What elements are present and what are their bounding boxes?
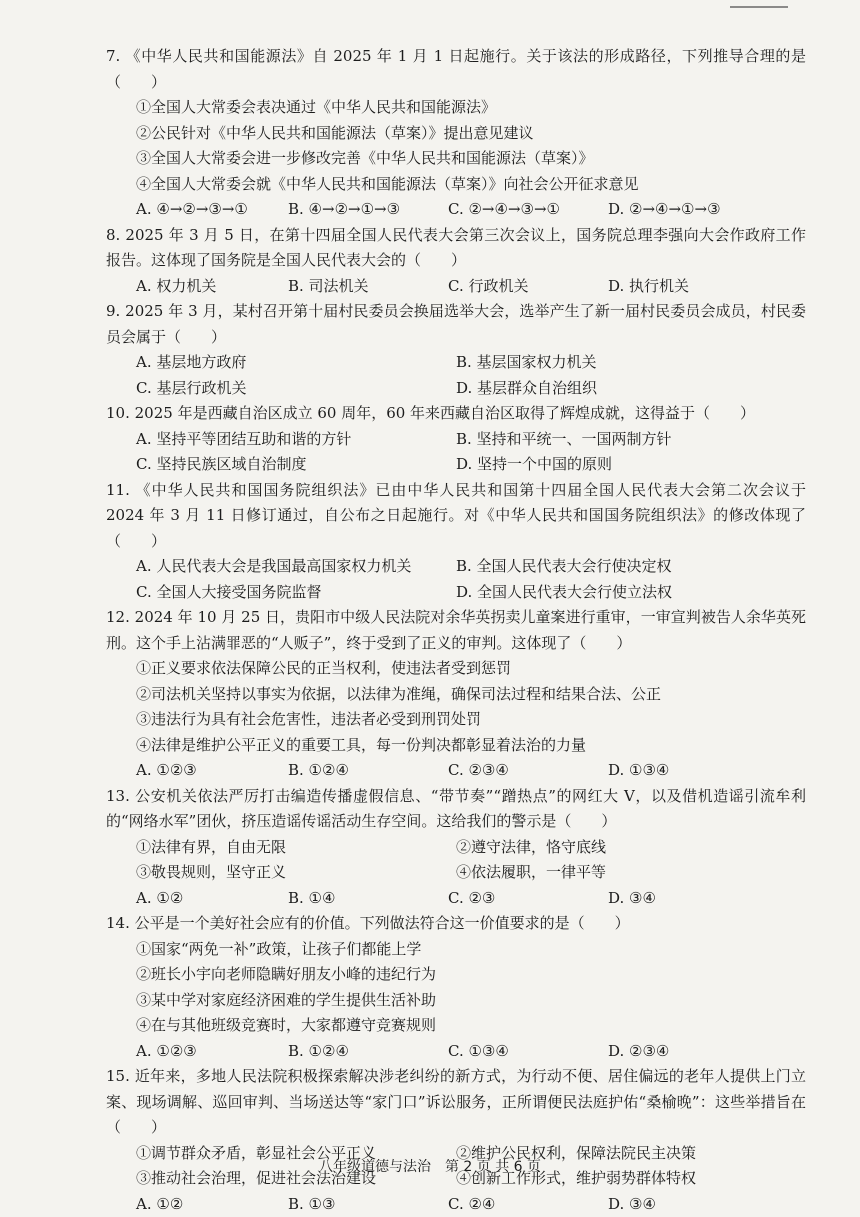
option-c: C. ②④	[448, 1194, 496, 1213]
option-c: C. ②③	[448, 888, 496, 907]
option-a: A. ①②③	[136, 761, 197, 779]
option-d: D. 执行机关	[608, 276, 690, 295]
option-a: A. ④→②→③→①	[136, 200, 248, 218]
question-9	[106, 299, 806, 401]
question-11	[106, 478, 806, 606]
option-c: C. ①③④	[448, 1041, 509, 1060]
options-row	[106, 197, 806, 223]
statement-item: ①法律有界，自由无限	[136, 837, 287, 856]
question-stem: 13. 公安机关依法严厉打击编造传播虚假信息、“带节奏”“蹭热点”的网红大 V，以及借机造谣引流牟利的“网络水军”团伙，挤压造谣传谣活动生存空间。这给我们的警示是（ ）	[106, 786, 806, 830]
options-row	[106, 886, 806, 912]
statement-item: ②遵守法律，恪守底线	[456, 837, 607, 856]
options-row	[106, 274, 806, 300]
option-c: C. ②③④	[448, 761, 509, 779]
option-d: D. ①③④	[608, 761, 670, 779]
statement-item: ②班长小宇向老师隐瞒好朋友小峰的违纪行为	[136, 965, 437, 983]
option-b: B. 司法机关	[288, 276, 369, 295]
option-d: D. ②③④	[608, 1041, 670, 1060]
option-a: A. ①②	[136, 888, 184, 907]
statement-item: ③某中学对家庭经济困难的学生提供生活补助	[136, 990, 437, 1009]
question-15	[106, 1064, 806, 1217]
options-row	[106, 758, 806, 784]
statement-item: ①全国人大常委会表决通过《中华人民共和国能源法》	[136, 98, 497, 116]
option-a: A. 基层地方政府	[136, 353, 247, 371]
statement-item: ④全国人大常委会就《中华人民共和国能源法（草案）》向社会公开征求意见	[136, 174, 639, 193]
question-stem: 12. 2024 年 10 月 25 日，贵阳市中级人民法院对余华英拐卖儿童案进行重审，一审宣判被告人余华英死刑。这个手上沾满罪恶的“人贩子”，终于受到了正义的审判。这体现了（ ）	[106, 608, 806, 652]
option-b: B. ④→②→①→③	[288, 200, 401, 218]
question-stem: 10. 2025 年是西藏自治区成立 60 周年，60 年来西藏自治区取得了辉煌成就，这得益于（ ）	[106, 404, 756, 422]
options-grid	[106, 427, 806, 478]
statement-item: ③推动社会治理，促进社会法治建设	[136, 1169, 377, 1187]
option-b: B. 基层国家权力机关	[456, 353, 597, 371]
question-list	[106, 44, 806, 1217]
question-14	[106, 911, 806, 1064]
option-b: B. ①②④	[288, 1041, 349, 1060]
question-stem: 7. 《中华人民共和国能源法》自 2025 年 1 月 1 日起施行。关于该法的形成路径，下列推导合理的是（ ）	[106, 47, 806, 91]
question-stem: 11. 《中华人民共和国国务院组织法》已由中华人民共和国第十四届全国人民代表大会第二次会议于 2024 年 3 月 11 日修订通过，自公布之日起施行。对《中华人民共和国国务院组织法》的修改体现了（ ）	[106, 480, 806, 550]
option-d: D. 基层群众自治组织	[456, 378, 598, 397]
question-stem: 14. 公平是一个美好社会应有的价值。下列做法符合这一价值要求的是（ ）	[106, 914, 630, 932]
scan-mark	[730, 6, 788, 8]
question-stem: 15. 近年来，多地人民法院积极探索解决涉老纠纷的新方式，为行动不便、居住偏远的老年人提供上门立案、现场调解、巡回审判、当场送达等“家门口”诉讼服务，正所谓便民法庭护佑“桑榆晚”：这些举措旨在（ ）	[106, 1067, 806, 1136]
options-grid	[106, 554, 806, 605]
option-c: C. 行政机关	[448, 276, 529, 295]
option-d: D. 全国人民代表大会行使立法权	[456, 582, 673, 601]
statement-item: ④依法履职，一律平等	[456, 863, 607, 881]
option-b: B. 坚持和平统一、一国两制方针	[456, 429, 672, 448]
question-stem: 9. 2025 年 3 月，某村召开第十届村民委员会换届选举大会，选举产生了新一届村民委员会成员，村民委员会属于（ ）	[106, 302, 806, 346]
statement-item: ①国家“两免一补”政策，让孩子们都能上学	[136, 939, 422, 958]
question-10	[106, 401, 806, 478]
option-a: A. 权力机关	[136, 276, 217, 295]
statement-item: ①调节群众矛盾，彰显社会公平正义	[136, 1143, 377, 1162]
page-footer: 八年级道德与法治 第 2 页 共 6 页	[318, 1159, 542, 1175]
statement-item: ②公民针对《中华人民共和国能源法（草案）》提出意见建议	[136, 123, 534, 142]
option-b: B. ①③	[288, 1194, 336, 1213]
option-b: B. 全国人民代表大会行使决定权	[456, 557, 672, 575]
option-a: A. ①②	[136, 1194, 184, 1213]
option-a: A. 人民代表大会是我国最高国家权力机关	[136, 557, 412, 575]
options-row	[106, 1039, 806, 1065]
question-12	[106, 605, 806, 784]
question-stem: 8. 2025 年 3 月 5 日，在第十四届全国人民代表大会第三次会议上，国务院总理李强向大会作政府工作报告。这体现了国务院是全国人民代表大会的（ ）	[106, 225, 806, 269]
option-c: C. 坚持民族区域自治制度	[136, 455, 307, 473]
statement-item: ③敬畏规则，坚守正义	[136, 863, 287, 881]
question-7	[106, 44, 806, 223]
option-b: B. ①④	[288, 888, 336, 907]
options-row	[106, 1192, 806, 1217]
option-a: A. 坚持平等团结互助和谐的方针	[136, 429, 352, 448]
option-b: B. ①②④	[288, 761, 349, 779]
statement-item: ①正义要求依法保障公民的正当权利，使违法者受到惩罚	[136, 659, 512, 677]
statement-item: ③全国人大常委会进一步修改完善《中华人民共和国能源法（草案）》	[136, 149, 594, 167]
statement-item: ④在与其他班级竞赛时，大家都遵守竞赛规则	[136, 1016, 437, 1034]
option-d: D. ②→④→①→③	[608, 200, 721, 218]
option-d: D. ③④	[608, 888, 656, 907]
option-c: C. ②→④→③→①	[448, 200, 560, 218]
option-c: C. 全国人大接受国务院监督	[136, 582, 322, 601]
option-a: A. ①②③	[136, 1041, 197, 1060]
question-8	[106, 223, 806, 300]
statement-pair	[106, 860, 806, 886]
options-grid	[106, 350, 806, 401]
question-13	[106, 784, 806, 912]
option-d: D. 坚持一个中国的原则	[456, 455, 613, 473]
statement-item: ②维护公民权利，保障法院民主决策	[456, 1143, 697, 1162]
option-c: C. 基层行政机关	[136, 378, 247, 397]
option-d: D. ③④	[608, 1194, 656, 1213]
statement-item: ④法律是维护公平正义的重要工具，每一份判决都彰显着法治的力量	[136, 735, 587, 754]
statement-item: ②司法机关坚持以事实为依据，以法律为准绳，确保司法过程和结果合法、公正	[136, 684, 662, 703]
statement-item: ③违法行为具有社会危害性，违法者必受到刑罚处罚	[136, 710, 482, 728]
statement-pair	[106, 835, 806, 861]
statement-item: ④创新工作形式，维护弱势群体特权	[456, 1169, 697, 1187]
